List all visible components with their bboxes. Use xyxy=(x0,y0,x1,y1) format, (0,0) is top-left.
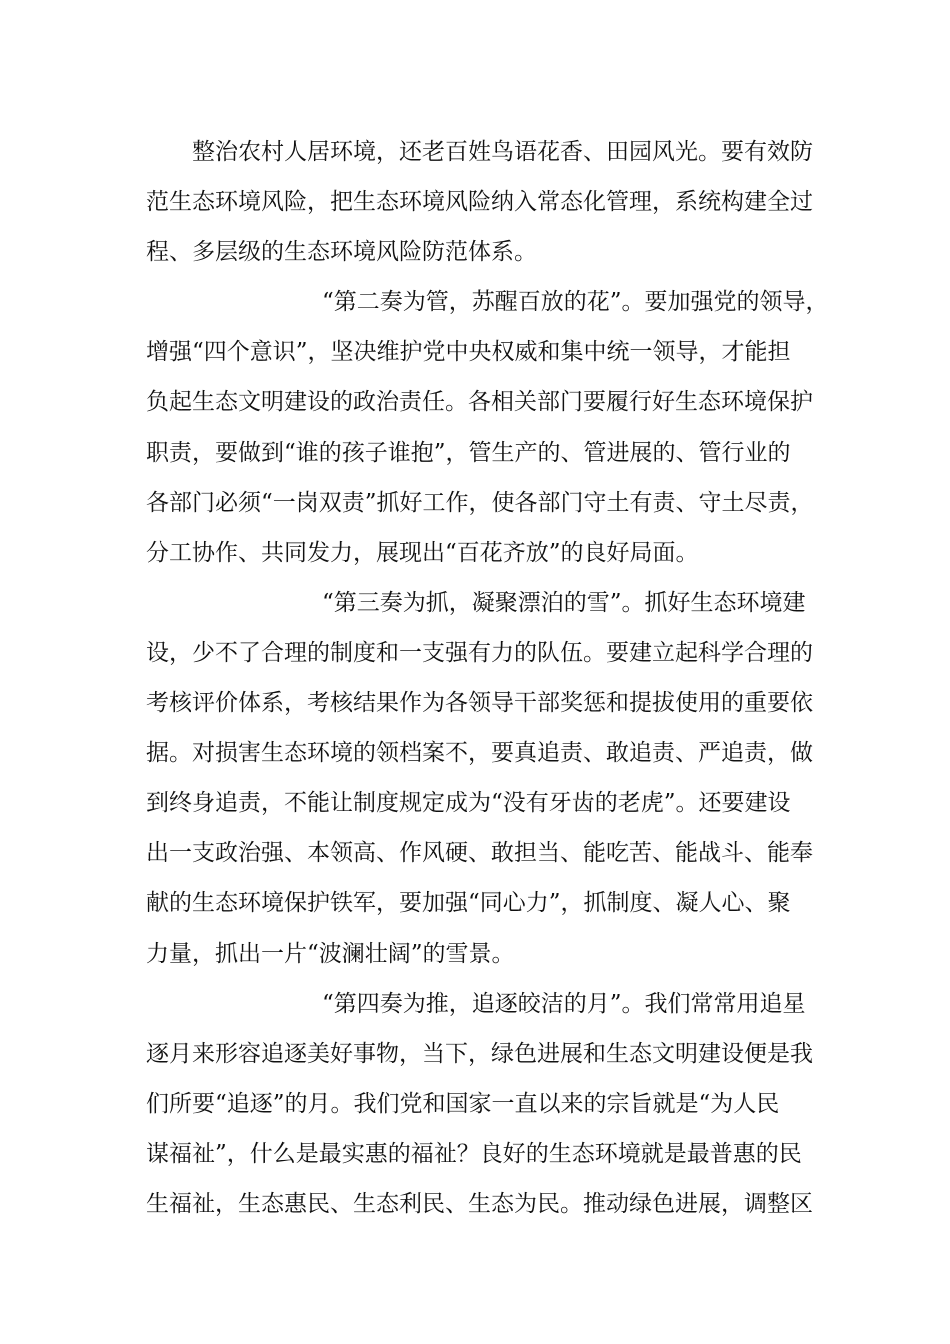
text-line: 负起生态文明建设的政治责任。各相关部门要履行好生态环境保护 xyxy=(146,389,813,416)
text-line: 谋福祉”，什么是最实惠的福祉？良好的生态环境就是最普惠的民 xyxy=(146,1140,802,1167)
text-line: 整治农村人居环境，还老百姓鸟语花香、田园风光。要有效防 xyxy=(192,139,813,165)
section-heading-line: “第四奏为推，追逐皎洁的月”。我们常常用追星 xyxy=(322,990,806,1017)
text-line: 程、多层级的生态环境风险防范体系。 xyxy=(146,239,537,266)
text-line: 逐月来形容追逐美好事物，当下，绿色进展和生态文明建设便是我 xyxy=(146,1040,813,1067)
text-line: 们所要“追逐”的月。我们党和国家一直以来的宗旨就是“为人民 xyxy=(146,1090,780,1117)
text-line: 考核评价体系，考核结果作为各领导干部奖惩和提拔使用的重要依 xyxy=(146,690,813,717)
text-line: 各部门必须“一岗双责”抓好工作，使各部门守土有责、守土尽责， xyxy=(146,489,814,516)
text-line: 出一支政治强、本领高、作风硬、敢担当、能吃苦、能战斗、能奉 xyxy=(146,840,813,867)
text-line: 生福祉，生态惠民、生态利民、生态为民。推动绿色进展，调整区 xyxy=(146,1190,813,1217)
section-heading-line: “第三奏为抓，凝聚漂泊的雪”。抓好生态环境建 xyxy=(322,589,806,616)
text-line: 力量，抓出一片“波澜壮阔”的雪景。 xyxy=(146,940,515,967)
text-line: 献的生态环境保护铁军，要加强“同心力”，抓制度、凝人心、聚 xyxy=(146,890,791,917)
paragraph xyxy=(146,277,829,578)
paragraph xyxy=(146,127,826,277)
paragraph xyxy=(146,578,826,979)
document-body xyxy=(146,127,829,1229)
text-line: 增强“四个意识”，坚决维护党中央权威和集中统一领导，才能担 xyxy=(146,339,791,366)
paragraph xyxy=(146,979,826,1229)
text-line: 分工协作、共同发力，展现出“百花齐放”的良好局面。 xyxy=(146,539,699,566)
text-line: 范生态环境风险，把生态环境风险纳入常态化管理，系统构建全过 xyxy=(146,189,813,216)
text-line: 到终身追责，不能让制度规定成为“没有牙齿的老虎”。还要建设 xyxy=(146,790,791,817)
section-heading-line: “第二奏为管，苏醒百放的花”。要加强党的领导， xyxy=(322,289,829,316)
text-line: 据。对损害生态环境的领档案不，要真追责、敢追责、严追责，做 xyxy=(146,740,813,767)
text-line: 设，少不了合理的制度和一支强有力的队伍。要建立起科学合理的 xyxy=(146,639,813,666)
text-line: 职责，要做到“谁的孩子谁抱”，管生产的、管进展的、管行业的 xyxy=(146,439,791,466)
